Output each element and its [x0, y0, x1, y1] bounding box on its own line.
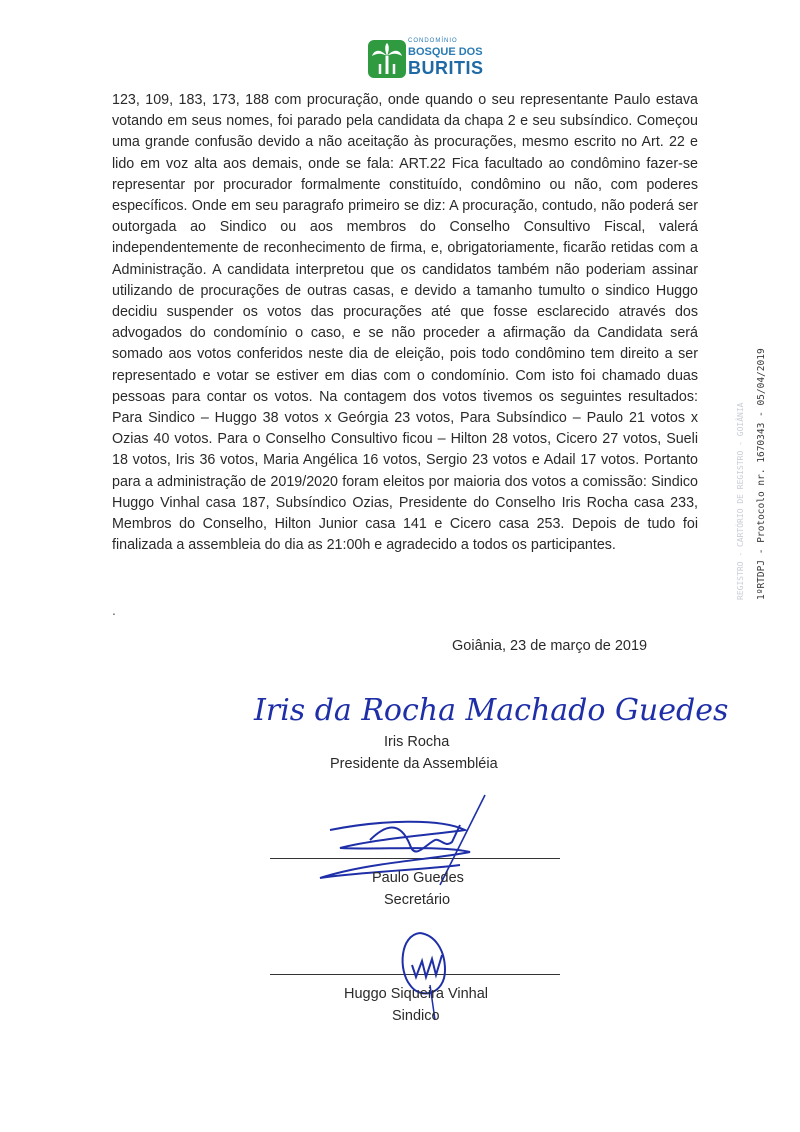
- minutes-body: [112, 90, 698, 556]
- registry-stamp: [700, 330, 766, 600]
- date-line: Goiânia, 23 de março de 2019: [452, 638, 648, 654]
- registry-stamp-faint-text: REGISTRO - CARTÓRIO DE REGISTRO - GOIÂNIA: [736, 402, 745, 600]
- signer-3-name: Huggo Siqueira Vinhal: [344, 986, 489, 1002]
- signer-1-role: Presidente da Assembléia: [330, 756, 498, 772]
- signature-iris: [248, 680, 748, 740]
- registry-stamp-text: 1ºRTDPJ - Protocolo nr. 1670343 - 05/04/2019: [756, 348, 767, 600]
- logo-small-text: CONDOMÍNIO: [408, 38, 458, 44]
- signer-1-name: Iris Rocha: [384, 734, 450, 750]
- palm-tree-icon: [368, 40, 406, 78]
- logo-big-text: BURITIS: [408, 58, 484, 78]
- condominio-logo: [368, 38, 484, 82]
- signer-2-role: Secretário: [384, 892, 451, 908]
- stray-mark: .: [112, 602, 116, 618]
- signer-3-role: Sindico: [392, 1008, 440, 1024]
- logo-mid-text: BOSQUE DOS: [408, 46, 483, 58]
- minutes-paragraph: 123, 109, 183, 173, 188 com procuração, onde quando o seu representante Paulo estava votando em seus nomes, foi parado pela candidata da chapa 2 e seu subsíndico. Começou uma grande confusão devido a não aceitação às procurações, mesmo escrito no Art. 22 e lido em voz alta aos demais, onde se fala: ART.22 Fica facultado ao condômino fazer-se representar por procurador formalmente constituído, condômino ou não, com poderes específicos. Onde em seu paragrafo primeiro se diz: A procuração, contudo, não poderá ser outorgada ao Sindico ou aos membros do Conselho Consultivo Fiscal, valerá independentemente de reconhecimento de firma, e, obrigatoriamente, ficarão retidas com a Administração. A candidata interpretou que os candidatos também não poderiam assinar utilizando de procurações de outras casas, e devido a tamanho tumulto o sindico Huggo decidiu suspender os votos das procurações até que fosse esclarecido através dos advogados do condomínio o caso, e se não proceder a afirmação da Candidata será somado aos votos conferidos neste dia de eleição, pois todo condômino tem direito a ser representado e votar se estiver em dias com o condomínio. Com isto foi chamado duas pessoas para contar os votos. Na contagem dos votos tivemos os seguintes resultados: Para Sindico – Huggo 38 votos x Geórgia 23 votos, Para Subsíndico – Paulo 21 votos x Ozias 40 votos. Para o Conselho Consultivo ficou – Hilton 28 votos, Cicero 27 votos, Sueli 18 votos, Iris 36 votos, Maria Angélica 16 votos, Sergio 23 votos e Adail 17 votos. Portanto para a administração de 2019/2020 foram eleitos por maioria dos votos a comissão: Sindico Huggo Vinhal casa 187, Subsíndico Ozias, Presidente do Conselho Iris Rocha casa 233, Membros do Conselho, Hilton Junior casa 141 e Cicero casa 253. Depois de tudo foi finalizada a assembleia do dia as 21:00h e agradecido a todos os participantes.: [112, 92, 698, 554]
- signer-2-name: Paulo Guedes: [372, 870, 464, 886]
- signature-iris-handwriting: Iris da Rocha Machado Guedes: [254, 693, 729, 728]
